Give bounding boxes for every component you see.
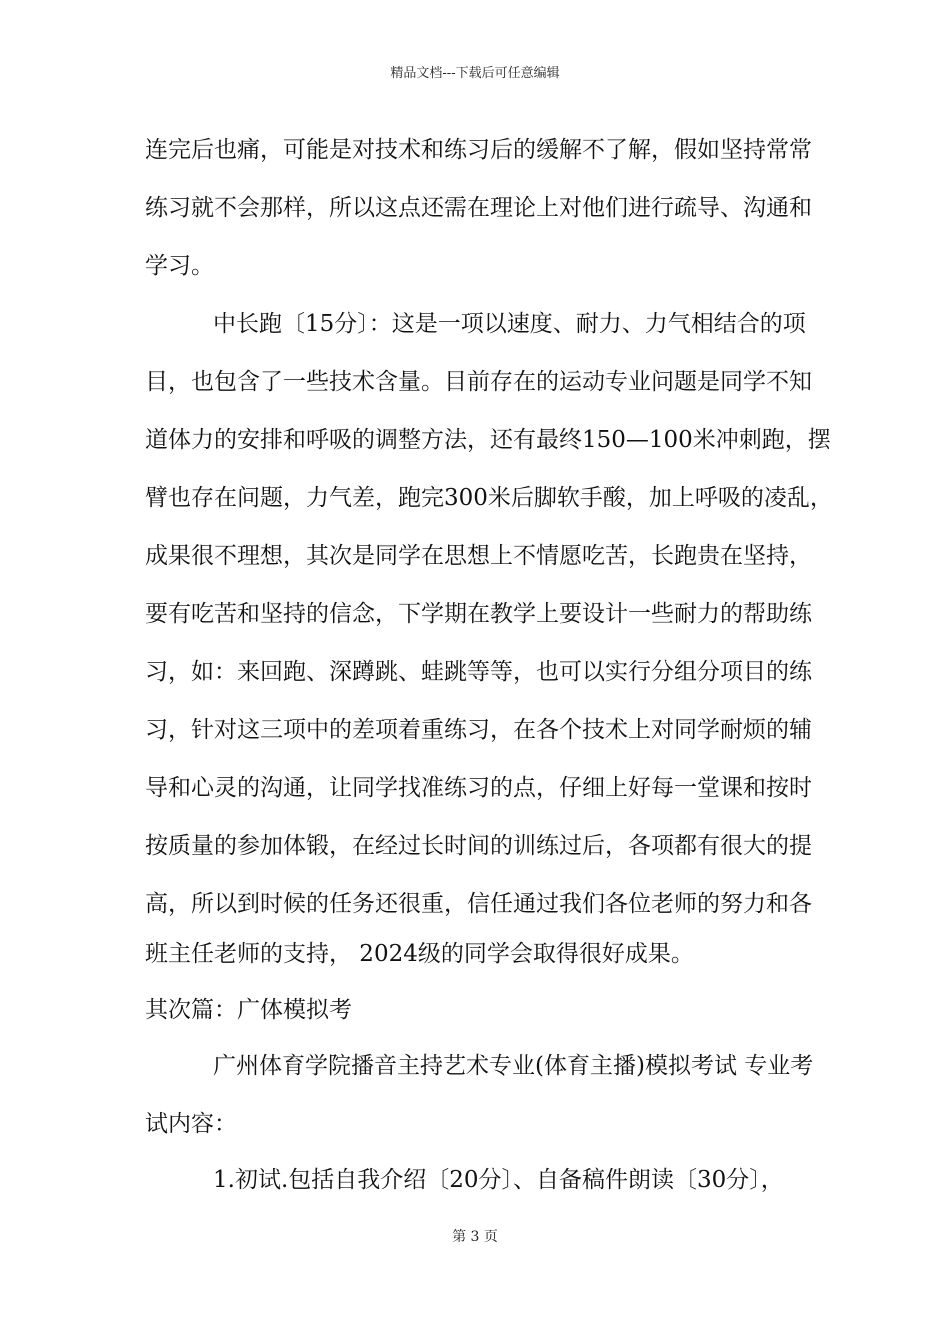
body-line-14: 高，所以到时候的任务还很重，信任通过我们各位老师的努力和各 <box>145 891 812 917</box>
body-line-7: 臂也存在问题，力气差，跑完300米后脚软手酸，加上呼吸的凌乱， <box>145 485 833 511</box>
paragraph-heading-middle-distance: 中长跑〔15分〕：这是一项以速度、耐力、力气相结合的项 <box>213 311 806 337</box>
body-line-8: 成果很不理想，其次是同学在思想上不情愿吃苦，长跑贵在坚持， <box>145 543 812 569</box>
body-line-18: 试内容： <box>145 1111 237 1137</box>
body-line-6: 道体力的安排和呼吸的调整方法，还有最终150—100米冲刺跑，摆 <box>145 427 831 453</box>
section-title: 其次篇：广体模拟考 <box>145 997 352 1023</box>
page-header: 精品文档---下载后可任意编辑 <box>390 66 560 81</box>
page-number: 第 3 页 <box>452 1229 498 1245</box>
body-line-19: 1.初试.包括自我介绍〔20分〕、自备稿件朗读〔30分〕， <box>213 1167 784 1193</box>
body-line-9: 要有吃苦和坚持的信念，下学期在教学上要设计一些耐力的帮助练 <box>145 601 812 627</box>
body-line-15: 班主任老师的支持， 2024级的同学会取得很好成果。 <box>145 941 694 967</box>
body-line-11: 习，针对这三项中的差项着重练习，在各个技术上对同学耐烦的辅 <box>145 717 812 743</box>
body-line-13: 按质量的参加体锻，在经过长时间的训练过后，各项都有很大的提 <box>145 833 812 859</box>
body-line-5: 目，也包含了一些技术含量。目前存在的运动专业问题是同学不知 <box>145 369 812 395</box>
body-line-17: 广州体育学院播音主持艺术专业(体育主播)模拟考试 专业考 <box>213 1053 814 1079</box>
body-line-2: 练习就不会那样，所以这点还需在理论上对他们进行疏导、沟通和 <box>145 195 812 221</box>
body-line-10: 习，如：来回跑、深蹲跳、蛙跳等等，也可以实行分组分项目的练 <box>145 659 812 685</box>
body-line-1: 连完后也痛，可能是对技术和练习后的缓解不了解，假如坚持常常 <box>145 137 812 163</box>
body-line-12: 导和心灵的沟通，让同学找准练习的点，仔细上好每一堂课和按时 <box>145 775 812 801</box>
body-line-3: 学习。 <box>145 253 214 279</box>
